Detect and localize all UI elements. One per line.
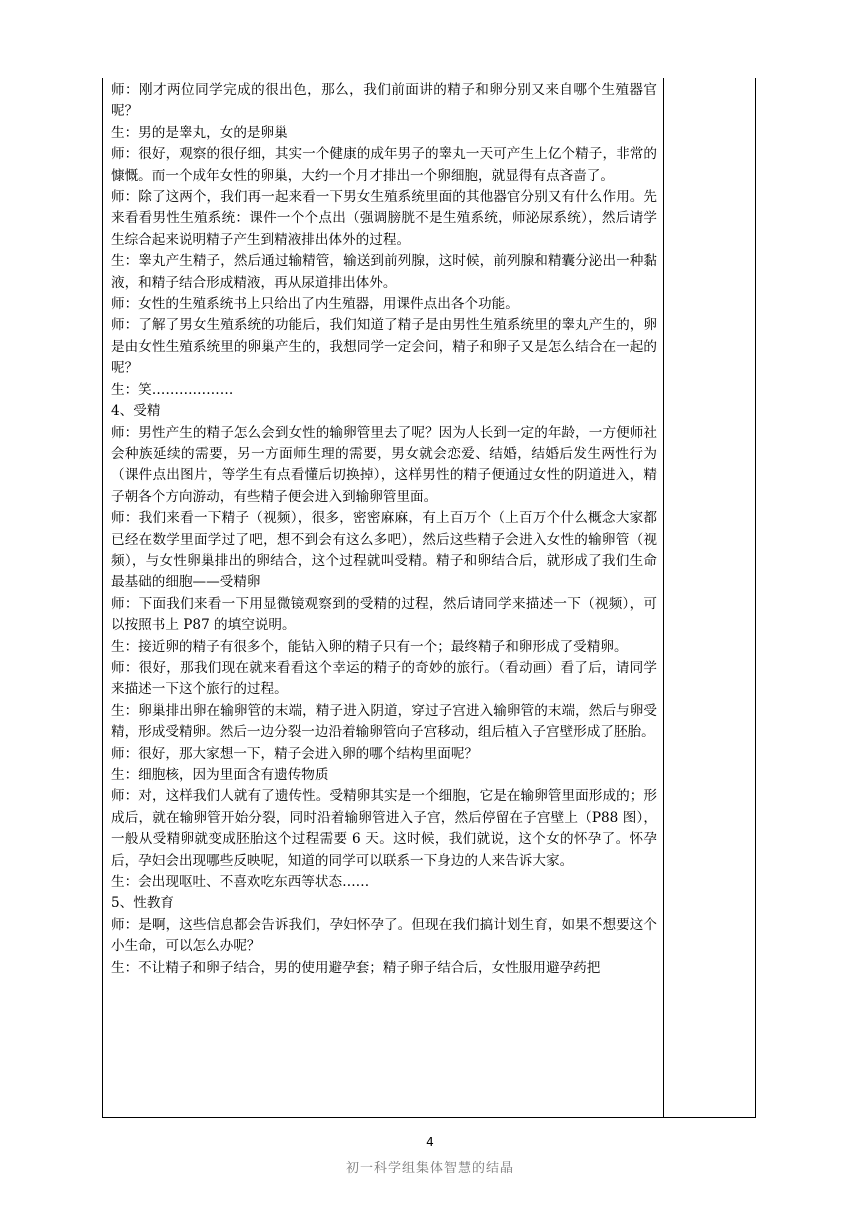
paragraph: 生：笑……………… [111,381,234,398]
paragraph: 生：男的是睾丸，女的是卵巢 [111,124,288,141]
lesson-content [111,80,657,979]
paragraph: 师：了解了男女生殖系统的功能后，我们知道了精子是由男性生殖系统里的睾丸产生的，卵是由女性生殖系统里的卵巢产生的，我想同学一定会问，精子和卵子又是怎么结合在一起的呢？ [111,317,657,377]
section-heading: 4、受精 [111,403,161,420]
paragraph: 师：很好，观察的很仔细，其实一个健康的成年男子的睾丸一天可产生上亿个精子，非常的慷慨。而一个成年女性的卵巢，大约一个月才排出一个卵细胞，就显得有点吝啬了。 [111,146,657,184]
column-divider [663,78,664,1117]
paragraph: 师：很好，那我们现在就来看看这个幸运的精子的奇妙的旅行。（看动画）看了后，请同学来描述一下这个旅行的过程。 [111,659,657,698]
paragraph: 师：女性的生殖系统书上只给出了内生殖器，用课件点出各个功能。 [111,296,519,313]
page-number: 4 [426,1135,434,1149]
paragraph: 师：下面我们来看一下用显微镜观察到的受精的过程，然后请同学来描述一下（视频），可以按照书上 P87 的填空说明。 [111,595,657,634]
paragraph: 师：男性产生的精子怎么会到女性的输卵管里去了呢？因为人长到一定的年龄，一方便师社会种族延续的需要，另一方面师生理的需要，男女就会恋爱、结婚，结婚后发生两性行为（课件点出图片，等学生有点看懂后切换掉），这样男性的精子便通过女性的阴道进入，精子朝各个方向游动，有些精子便会进入到输卵管里面。 [111,424,657,505]
paragraph: 师：除了这两个，我们再一起来看一下男女生殖系统里面的其他器官分别又有什么作用。先来看看男性生殖系统：课件一个个点出（强调膀胱不是生殖系统，师泌尿系统），然后请学生综合起来说明精子产生到精液排出体外的过程。 [111,189,657,248]
paragraph: 生：睾丸产生精子，然后通过输精管，输送到前列腺，这时候，前列腺和精囊分泌出一种黏液，和精子结合形成精液，再从尿道排出体外。 [111,253,657,291]
paragraph: 生：卵巢排出卵在输卵管的末端，精子进入阴道，穿过子宫进入输卵管的末端，然后与卵受精，形成受精卵。然后一边分裂一边沿着输卵管向子宫移动，组后植入子宫壁形成了胚胎。 [111,702,657,741]
paragraph: 生：不让精子和卵子结合，男的使用避孕套；精子卵子结合后，女性服用避孕药把 [111,959,601,976]
footer-text: 初一科学组集体智慧的结晶 [345,1161,514,1176]
paragraph: 生：会出现呕吐、不喜欢吃东西等状态…… [111,874,370,891]
paragraph: 师：对，这样我们人就有了遗传性。受精卵其实是一个细胞，它是在输卵管里面形成的；形成后，就在输卵管开始分裂，同时沿着输卵管进入子宫，然后停留在子宫壁上（P88 图），一般从受精卵就变成胚胎这个过程需要 6 天。这时候，我们就说，这个女的怀孕了。怀孕后，孕妇会出现哪些反映呢，知道的同学可以联系一下身边的人来告诉大家。 [111,788,657,869]
paragraph: 师：我们来看一下精子（视频），很多，密密麻麻，有上百万个（上百万个什么概念大家都已经在数学里面学过了吧，想不到会有这么多吧），然后这些精子会进入女性的输卵管（视频），与女性卵巢排出的卵结合，这个过程就叫受精。精子和卵结合后，就形成了我们生命最基础的细胞——受精卵 [111,510,657,591]
paragraph: 师：是啊，这些信息都会告诉我们，孕妇怀孕了。但现在我们搞计划生育，如果不想要这个小生命，可以怎么办呢？ [111,916,657,955]
paragraph: 生：细胞核，因为里面含有遗传物质 [111,767,329,783]
paragraph: 师：刚才两位同学完成的很出色，那么，我们前面讲的精子和卵分别又来自哪个生殖器官呢？ [111,82,657,120]
paragraph: 生：接近卵的精子有很多个，能钻入卵的精子只有一个；最终精子和卵形成了受精卵。 [111,638,628,655]
paragraph: 师：很好，那大家想一下，精子会进入卵的哪个结构里面呢？ [111,745,479,762]
section-heading: 5、性教育 [111,895,175,912]
lesson-table [102,78,756,1118]
